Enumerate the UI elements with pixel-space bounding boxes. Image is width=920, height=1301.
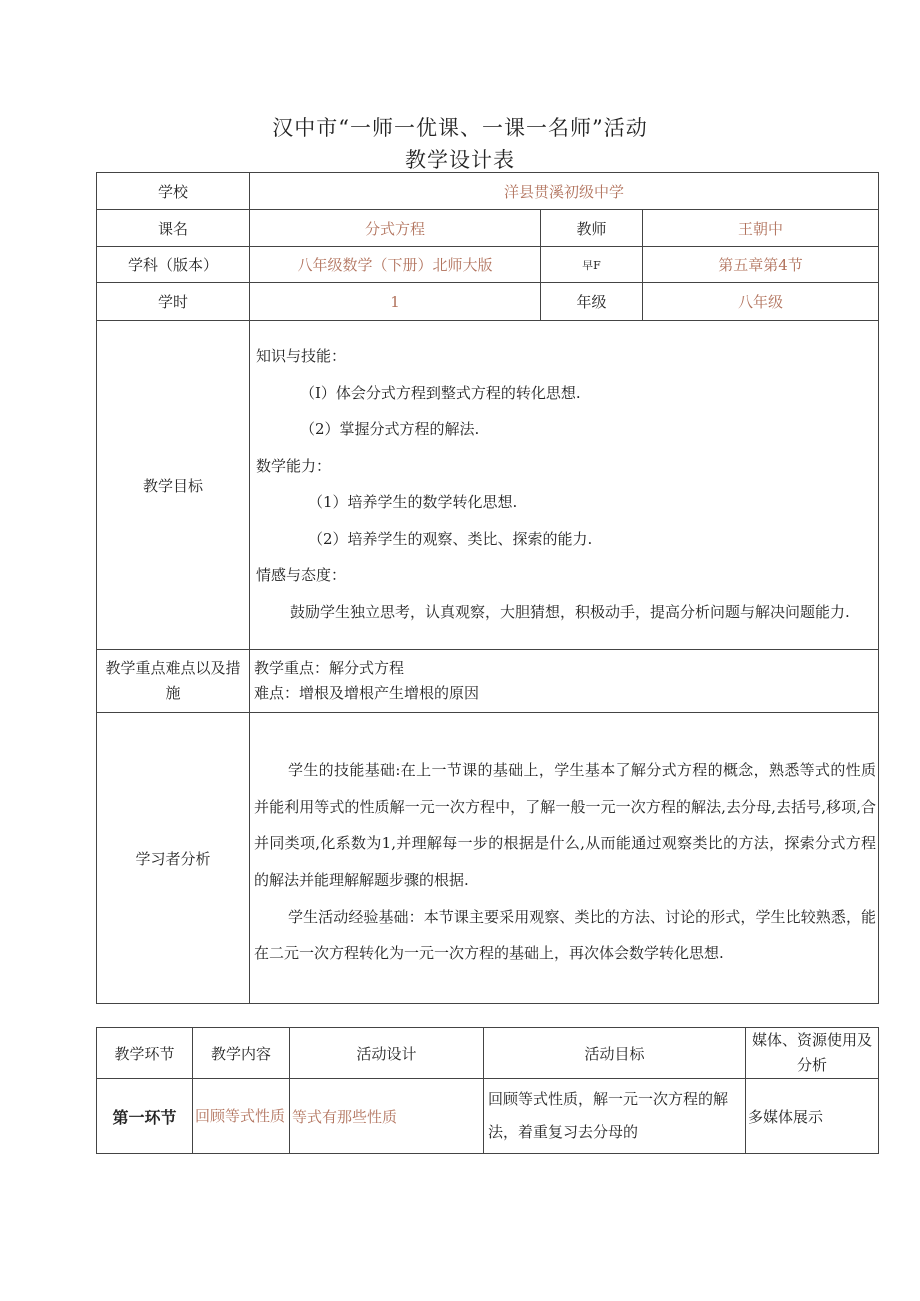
knowledge-heading: 知识与技能： <box>256 347 347 365</box>
media-cell: 多媒体展示 <box>746 1079 879 1154</box>
grade-value: 八年级 <box>643 283 879 321</box>
chapter-label: 早F <box>541 247 643 283</box>
goal-cell: 回顾等式性质，解一元一次方程的解法，着重复习去分母的 <box>484 1079 746 1154</box>
school-value: 洋县贯溪初级中学 <box>250 173 879 210</box>
emotion-heading: 情感与态度： <box>256 566 347 584</box>
subject-value: 八年级数学（下册）北师大版 <box>250 247 541 283</box>
objectives-label: 教学目标 <box>97 321 250 650</box>
header-media: 媒体、资源使用及分析 <box>746 1028 879 1079</box>
teacher-label: 教师 <box>541 210 643 247</box>
knowledge-item-2: （2）掌握分式方程的解法. <box>300 420 480 438</box>
learner-content <box>250 713 879 1004</box>
header-content: 教学内容 <box>193 1028 290 1079</box>
learner-paragraph-1: 学生的技能基础:在上一节课的基础上，学生基本了解分式方程的概念，熟悉等式的性质并能利用等式的性质解一元一次方程中，了解一般一元一次方程的解法,去分母,去括号,移项,合并同类项,化系数为1,并理解每一步的根据是什么,从而能通过观察类比的方法，探索分式方程的解法并能理解解题步骤的根据. <box>254 761 877 889</box>
emotion-item: 鼓励学生独立思考，认真观察，大胆猜想，积极动手，提高分析问题与解决问题能力. <box>290 602 850 621</box>
ability-heading: 数学能力： <box>256 456 332 475</box>
header-activity: 活动设计 <box>290 1028 484 1079</box>
subject-label: 学科（版本） <box>97 247 250 283</box>
knowledge-item-1: （I）体会分式方程到整式方程的转化思想. <box>300 383 581 402</box>
learner-paragraph-2: 学生活动经验基础：本节课主要采用观察、类比的方法、讨论的形式，学生比较熟悉，能在二元一次方程转化为一元一次方程的基础上，再次体会数学转化思想. <box>254 907 877 963</box>
course-value: 分式方程 <box>250 210 541 247</box>
ability-item-2: （2）培养学生的观察、类比、探索的能力. <box>308 529 593 548</box>
keypoints-content <box>250 650 879 713</box>
objectives-content <box>250 321 879 650</box>
hours-value: 1 <box>250 283 541 321</box>
learner-label: 学习者分析 <box>97 713 250 1004</box>
focus-text: 教学重点：解分式方程 <box>254 659 405 677</box>
stage-cell: 第一环节 <box>97 1079 193 1154</box>
difficulty-text: 难点：增根及增根产生增根的原因 <box>254 684 480 702</box>
activity-cell: 等式有那些性质 <box>290 1079 484 1154</box>
process-table <box>96 1027 879 1154</box>
design-table <box>96 172 879 1004</box>
course-label: 课名 <box>97 210 250 247</box>
header-goal: 活动目标 <box>484 1028 746 1079</box>
ability-item-1: （1）培养学生的数学转化思想. <box>308 493 518 511</box>
header-stage: 教学环节 <box>97 1028 193 1079</box>
keypoints-label: 教学重点难点以及措施 <box>97 650 250 713</box>
school-label: 学校 <box>97 173 250 210</box>
grade-label: 年级 <box>541 283 643 321</box>
chapter-value: 第五章第4节 <box>643 247 879 283</box>
document-subtitle: 教学设计表 <box>405 148 515 172</box>
content-cell: 回顾等式性质 <box>193 1079 290 1154</box>
teacher-value: 王朝中 <box>643 210 879 247</box>
hours-label: 学时 <box>97 283 250 321</box>
document-title: 汉中市“一师一优课、一课一名师”活动 <box>272 116 648 140</box>
